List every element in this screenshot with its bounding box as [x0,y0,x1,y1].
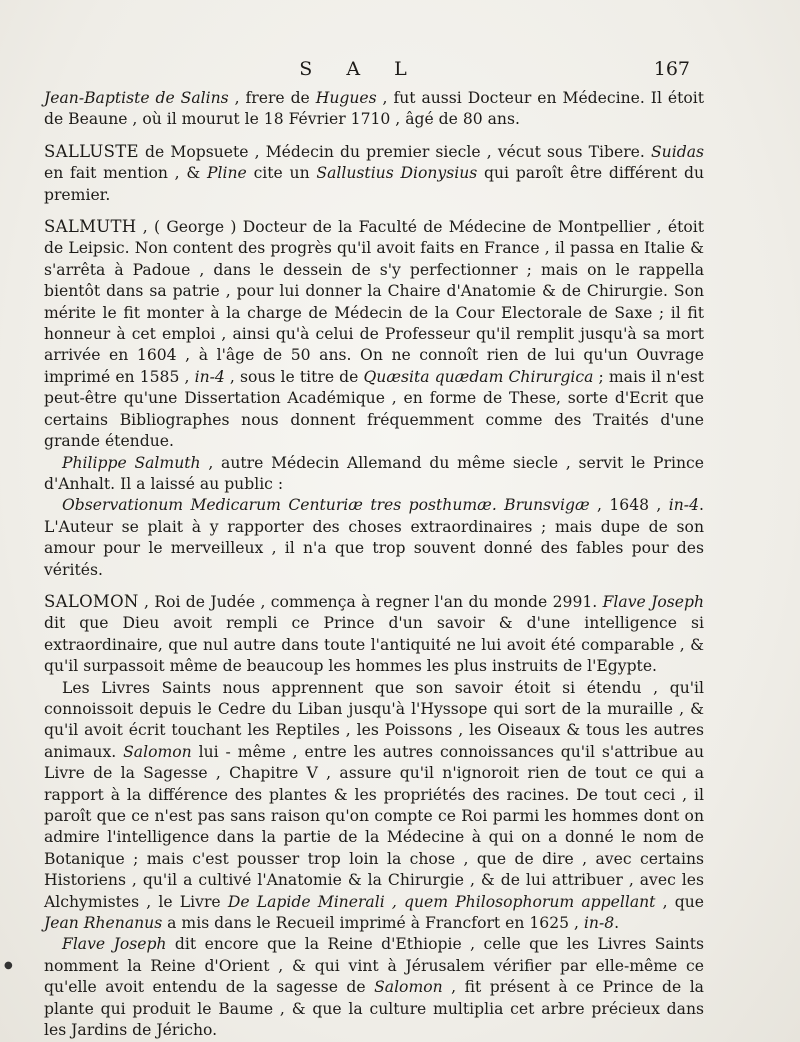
name-hugues: Hugues [315,89,377,107]
name-jean-rhenanus: Jean Rhenanus [44,914,163,933]
text-run: . [614,914,620,933]
entry-salomon [44,591,704,678]
name-flave-joseph: Flave Joseph [62,935,167,954]
text-run: , autre Médecin Allemand du même siecle , servit le Prince d'Anhalt. Il a laissé au public : [44,453,704,493]
entry-heading: SALOMON [44,591,139,611]
format-in8: in-8 [583,914,615,933]
name-jean-baptiste: Jean-Baptiste de Salins [44,89,229,107]
format-in4: in-4 [668,496,700,515]
text-run: . L'Auteur se plait à y rapporter des choses extraordinaires ; mais dupe de son amour pour le merveilleux , il n'a que trop souvent donné des fables pour des vérités. [44,496,704,579]
name-sallustius: Sallustius Dionysius [316,164,478,183]
format-in4: in-4 [194,367,225,386]
text-run: , frere de [228,89,316,107]
text-run: , Roi de Judée , commença à regner l'an du monde 2991. [138,592,603,611]
text-run: dit encore que la Reine d'Ethiopie , celle que les Livres Saints nomment la Reine d'Orient , & qui vint à Jérusalem vérifier par elle-même ce qu'elle avoit entendu de la sagesse de [44,935,704,997]
text-run: Les Livres Saints nous apprennent que son savoir étoit si étendu , qu'il connoissoit depuis le Cedre du Liban jusqu'à l'Hyssope qui sort de la muraille , & qu'il avoit écrit touchant les Reptiles , les Poissons , les Oiseaux & tous les autres animaux. [44,678,704,761]
name-flave-joseph: Flave Joseph [602,592,704,611]
entry-heading: SALLUSTE [44,141,139,161]
paragraph-reine-ethiopie [44,934,704,1041]
text-run: de Mopsuete , Médecin du premier siecle , vécut sous Tibere. [138,142,651,161]
running-head-title: S A L [299,58,421,80]
text-run: ; mais il n'est peut-être qu'une Dissertation Académique , en forme de These, sorte d'Ecrit que certains Bibliographes nous donnent fréquemment comme des Traités d'une grande étendue. [44,367,704,451]
running-head [0,56,800,84]
paragraph-philippe-salmuth [44,453,704,496]
name-pline: Pline [207,164,247,183]
text-run: , fut aussi Docteur en Médecine. Il étoit de Beaune , où il mourut le 18 Février 1710 , âgé de 80 ans. [44,89,704,129]
name-salomon: Salomon [123,742,192,761]
margin-mark: ● [4,960,13,971]
entry-heading: SALMUTH [44,217,137,237]
text-run: , que [655,892,704,911]
text-run: a mis dans le Recueil imprimé à Francfort en 1625 , [162,914,584,933]
paragraph-observationum [44,495,704,581]
text-run: qui paroît être différent du premier. [44,164,704,204]
paragraph-salins [44,88,704,131]
book-title: De Lapide Minerali , quem Philosophorum appellant [227,892,656,911]
entry-salmuth [44,216,704,452]
text-run: cite un [246,164,317,183]
page-number: 167 [653,58,690,80]
body-text [44,88,704,1041]
text-run: , ( George ) Docteur de la Faculté de Médecine de Montpellier , étoit de Leipsic. Non content des progrès qu'il avoit faits en France , il passa en Italie & s'arrêta à Padoue , dans le dessein de s'y perfectionner ; mais on le rappella bientôt dans sa patrie , pour lui donner la Chaire d'Anatomie & de Chirurgie. Son mérite le fit monter à la charge de Médecin de la Cour Electorale de Saxe ; il fit honneur à cet emploi , ainsi qu'à celui de Professeur qu'il remplit jusqu'à sa mort arrivée en 1604 , à l'âge de 50 ans. On ne connoît rien de lui qu'un Ouvrage imprimé en 1585 , [44,218,704,386]
text-run: lui - même , entre les autres connoissances qu'il s'attribue au Livre de la Sagesse , Chapitre V , assure qu'il n'ignoroit rien de tout ce qui a rapport à la différence des plantes & les propriétés des racines. De tout ceci , il paroît que ce n'est pas sans raison qu'on compte ce Roi parmi les hommes dont on admire l'intelligence dans la partie de la Médecine à qui on a donné le nom de Botanique ; mais c'est pousser trop loin la chose , que de dire , avec certains Historiens , qu'il a cultivé l'Anatomie & la Chirurgie , & de lui attribuer , avec les Alchymistes , le Livre [44,742,704,911]
text-run: , sous le titre de [224,367,364,386]
text-run: dit que Dieu avoit rempli ce Prince d'un savoir & d'une intelligence si extraordinaire, que nul autre dans toute l'antiquité ne lui avoit été comparable , & qu'il surpassoit même de beaucoup les hommes les plus instruits de l'Egypte. [44,614,704,676]
book-title: Quæsita quædam Chirurgica [363,367,594,386]
book-title: Observationum Medicarum Centuriæ tres posthumæ. Brunsvigæ [62,496,590,515]
paragraph-livres-saints [44,678,704,935]
text-run: en fait mention , & [44,164,208,183]
name-salomon: Salomon [374,978,443,997]
name-philippe-salmuth: Philippe Salmuth [62,453,201,472]
name-suidas: Suidas [651,142,704,161]
text-run: , fit présent à ce Prince de la plante qui produit le Baume , & que la culture multiplia cet arbre précieux dans les Jardins de Jéricho. [44,978,704,1040]
entry-salluste [44,141,704,206]
text-run: , 1648 , [589,496,669,515]
